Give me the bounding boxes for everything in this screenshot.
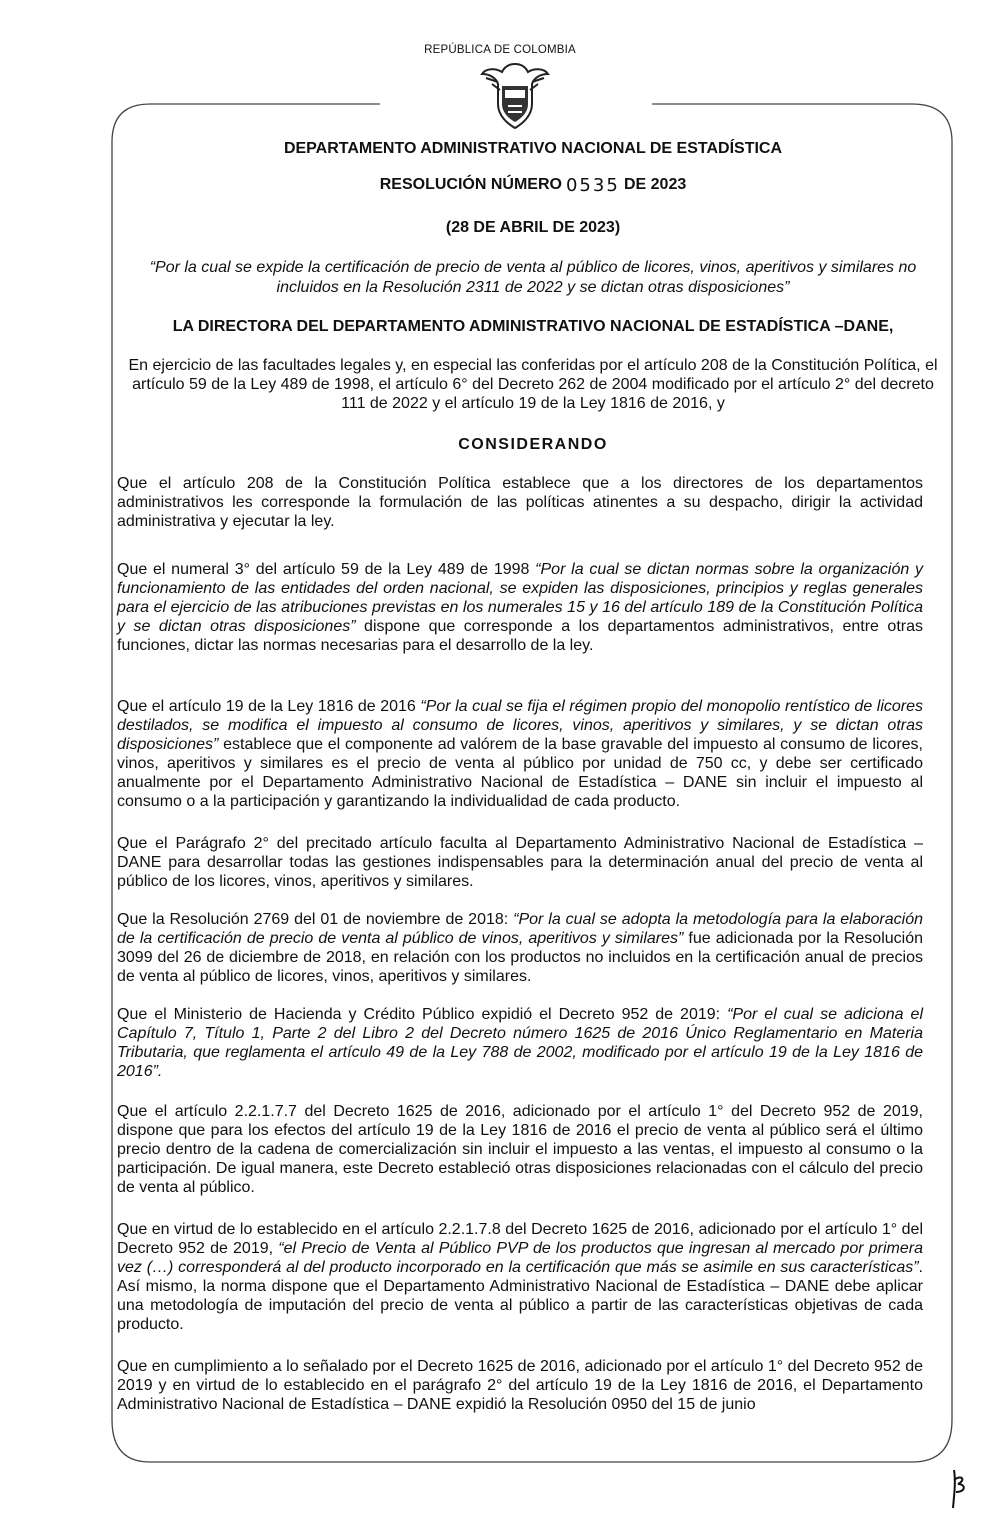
resolution-title: “Por la cual se expide la certificación de precio de venta al público de licores, vinos, aperitivos y similares no incluidos en la Resolución 2311 de 2022 y se dictan otras disposiciones” — [149, 259, 917, 296]
considerando-heading: CONSIDERANDO — [458, 436, 608, 453]
paragraph-5 — [117, 910, 923, 986]
country-header: REPÚBLICA DE COLOMBIA — [424, 44, 576, 56]
paragraph-3 — [117, 697, 923, 811]
resolution-number-line — [0, 176, 1000, 194]
resolution-number: 0535 — [565, 175, 620, 196]
legal-powers-paragraph: En ejercicio de las facultades legales y, en especial las conferidas por el artículo 208 de la Constitución Política, el artículo 59 de la Ley 489 de 1998, el artículo 6° del Decreto 262 de 2004 modificado por el artículo 2° del decreto 111 de 2022 y el artículo 19 de la Ley 1816 de 2016, y — [128, 357, 938, 412]
paragraph-3-text-b: establece que el componente ad valórem de la base gravable del impuesto al consumo de licores, vinos, aperitivos y similares es el precio de venta al público por unidad de 750 cc, y debe ser certificado anualmente por el Departamento Administrativo Nacional de Estadística – DANE sin incluir el impuesto al consumo o a la participación y garantizando la individualidad de cada producto. — [117, 736, 923, 810]
resolution-date: (28 DE ABRIL DE 2023) — [445, 219, 621, 236]
paragraph-1: Que el artículo 208 de la Constitución Política establece que a los directores de los departamentos administrativos les corresponde la formulación de las políticas atinentes a su despacho, dirigir la actividad administrativa y ejecutar la ley. — [117, 475, 923, 530]
paragraph-6 — [117, 1005, 923, 1081]
handwritten-initial-icon — [948, 1468, 970, 1510]
paragraph-5-text-a: Que la Resolución 2769 del 01 de noviembre de 2018: — [117, 911, 514, 928]
paragraph-2-text-b: dispone que corresponde a los departamentos administrativos, entre otras funciones, dictar las normas necesarias para el desarrollo de la ley. — [117, 618, 924, 654]
resolution-suffix: DE 2023 — [623, 176, 687, 193]
paragraph-3-quote: “Por la cual se fija el régimen propio del monopolio rentístico de licores destilados, se modifica el impuesto al consumo de licores, vinos, aperitivos y similares, y se dictan otras disposiciones” — [117, 698, 923, 753]
paragraph-2-quote: “Por la cual se dictan normas sobre la organización y funcionamiento de las entidades del orden nacional, se expiden las disposiciones, principios y reglas generales para el ejercicio de las atribuciones previstas en los numerales 15 y 16 del artículo 189 de la Constitución Política y se dictan otras disposiciones” — [117, 561, 924, 635]
paragraph-6-quote: “Por el cual se adiciona el Capítulo 7, Título 1, Parte 2 del Libro 2 del Decreto número 1625 de 2016 Único Reglamentario en Materia Tributaria, que reglamenta el artículo 49 de la Ley 788 de 2002, modificado por el artículo 19 de la Ley 1816 de 2016”. — [117, 1006, 923, 1080]
paragraph-8 — [117, 1220, 923, 1334]
paragraph-8-text-a: Que en virtud de lo establecido en el artículo 2.2.1.7.8 del Decreto 1625 de 2016, adicionado por el artículo 1° del Decreto 952 de 2019, — [117, 1221, 923, 1257]
paragraph-5-quote: “Por la cual se adopta la metodología para la elaboración de la certificación de precio de venta al público de vinos, aperitivos y similares” — [117, 911, 924, 947]
coat-of-arms-icon — [478, 60, 552, 132]
paragraph-8-text-b: . Así mismo, la norma dispone que el Departamento Administrativo Nacional de Estadística – DANE debe aplicar una metodología de imputación del precio de venta al público a partir de las características objetivas de cada producto. — [117, 1259, 923, 1333]
paragraph-3-text-a: Que el artículo 19 de la Ley 1816 de 2016 — [117, 698, 421, 715]
department-title: DEPARTAMENTO ADMINISTRATIVO NACIONAL DE ESTADÍSTICA — [283, 140, 783, 157]
paragraph-8-quote: “el Precio de Venta al Público PVP de los productos que ingresan al mercado por primera vez (…) corresponderá al del producto incorporado en la certificación que más se asimile en sus características” — [117, 1240, 923, 1276]
paragraph-2 — [117, 560, 923, 655]
paragraph-2-text-a: Que el numeral 3° del artículo 59 de la Ley 489 de 1998 — [117, 561, 536, 578]
resolution-prefix: RESOLUCIÓN NÚMERO — [379, 176, 562, 193]
paragraph-5-text-b: fue adicionada por la Resolución 3099 del 26 de diciembre de 2018, en relación con los productos no incluidos en la certificación anual de precios de venta al público de licores, vinos, aperitivos y similares. — [117, 930, 924, 985]
paragraph-7: Que el artículo 2.2.1.7.7 del Decreto 1625 de 2016, adicionado por el artículo 1° del Decreto 952 de 2019, dispone que para los efectos del artículo 19 de la Ley 1816 de 2016 el precio de venta al público será el último precio dentro de la cadena de comercialización sin incluir el impuesto a las ventas, el impuesto al consumo o la participación. De igual manera, este Decreto estableció otras disposiciones relacionadas con el cálculo del precio de venta al público. — [117, 1103, 923, 1196]
paragraph-9: Que en cumplimiento a lo señalado por el Decreto 1625 de 2016, adicionado por el artículo 1° del Decreto 952 de 2019 y en virtud de lo establecido en el parágrafo 2° del artículo 19 de la Ley 1816 de 2016, el Departamento Administrativo Nacional de Estadística – DANE expidió la Resolución 0950 del 15 de junio — [117, 1358, 923, 1413]
paragraph-4: Que el Parágrafo 2° del precitado artículo faculta al Departamento Administrativo Nacional de Estadística – DANE para desarrollar todas las gestiones indispensables para la determinación anual del precio de venta al público de los licores, vinos, aperitivos y similares. — [117, 835, 923, 890]
authority-heading: LA DIRECTORA DEL DEPARTAMENTO ADMINISTRATIVO NACIONAL DE ESTADÍSTICA –DANE, — [172, 318, 894, 335]
paragraph-6-text-a: Que el Ministerio de Hacienda y Crédito Público expidió el Decreto 952 de 2019: — [117, 1006, 728, 1023]
